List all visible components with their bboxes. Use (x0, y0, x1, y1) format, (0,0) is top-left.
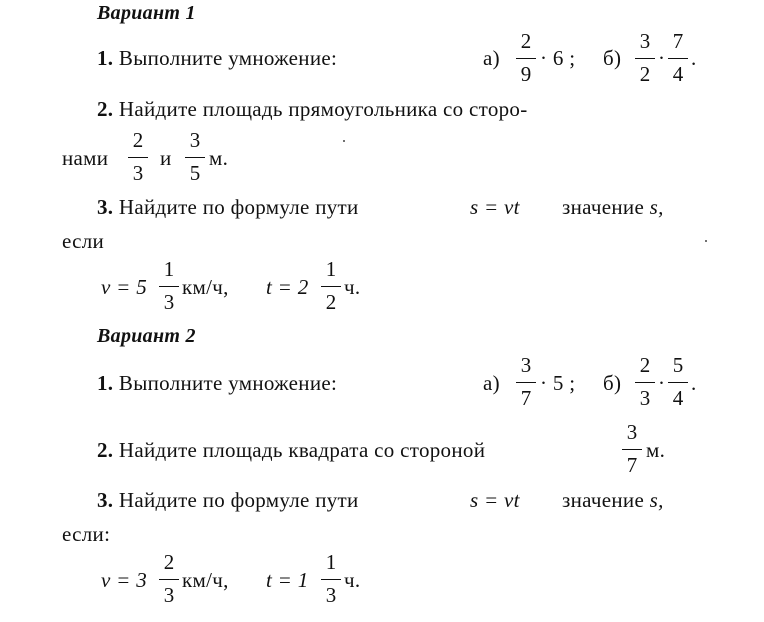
v1-task1-a-fraction (515, 31, 537, 88)
v2-task3-t-unit: ч. (344, 568, 361, 592)
v1-task1-end: . (691, 46, 697, 70)
v2-task3-svar: s, (649, 488, 664, 512)
v2-task3-text: Найдите по формуле пути (118, 488, 359, 512)
v1-task3-v-unit: км/ч, (182, 275, 229, 299)
denominator: 3 (132, 161, 144, 185)
scan-speck (705, 240, 707, 242)
v2-task3-t: t = 1 (266, 568, 309, 592)
v1-task3-svar: s, (649, 195, 664, 219)
v2-task2-unit: м. (646, 438, 666, 462)
v2-task3-word-value: значение (562, 488, 645, 512)
v2-task2-number: 2. (97, 438, 114, 462)
numerator: 2 (132, 128, 144, 152)
numerator: 1 (325, 550, 337, 574)
v1-task3-word-value: значение (562, 195, 645, 219)
numerator: 1 (325, 257, 337, 281)
v2-task3-line2: если: (62, 522, 111, 546)
numerator: 3 (189, 128, 201, 152)
v1-task1 (97, 46, 337, 71)
v2-task1 (97, 371, 337, 396)
v1-task3-line2: если (62, 229, 105, 253)
scan-speck (343, 140, 345, 142)
v1-task2-fraction1 (127, 130, 149, 187)
numerator: 2 (163, 550, 175, 574)
numerator: 2 (520, 29, 532, 53)
denominator: 3 (639, 386, 651, 410)
v2-task2-fraction (621, 422, 643, 479)
v2-task3-line1 (97, 488, 359, 513)
v1-task2-fraction2 (184, 130, 206, 187)
v2-task3-line1b (562, 488, 664, 513)
v2-task3-number: 3. (97, 488, 114, 512)
v1-task2-line1 (97, 97, 528, 122)
v2-task2-text: Найдите площадь квадрата со стороной (118, 438, 486, 462)
v2-task1-a-fraction (515, 355, 537, 412)
v1-task2-and: и (160, 146, 172, 170)
v2-task1-b-label: б) (603, 371, 622, 395)
v1-task1-b-fraction2 (667, 31, 689, 88)
denominator: 4 (672, 386, 684, 410)
variant1-title: Вариант 1 (97, 2, 196, 24)
v1-task1-a-rest: · 6 ; (540, 46, 576, 70)
numerator: 1 (163, 257, 175, 281)
denominator: 5 (189, 161, 201, 185)
v1-task3-v-fraction (158, 259, 180, 316)
v2-task1-b-fraction1 (634, 355, 656, 412)
v1-task3-formula: s = vt (470, 195, 520, 219)
v1-task1-number: 1. (97, 46, 114, 70)
v1-task3-line1 (97, 195, 359, 220)
denominator: 2 (639, 62, 651, 86)
v1-task3-t-fraction (320, 259, 342, 316)
numerator: 3 (520, 353, 532, 377)
denominator: 7 (520, 386, 532, 410)
v2-task3-v-unit: км/ч, (182, 568, 229, 592)
v2-task1-end: . (691, 371, 697, 395)
v1-task1-a-label: а) (483, 46, 500, 70)
v1-task2-text: Найдите площадь прямоугольника со сторо- (118, 97, 528, 121)
v1-task3-text: Найдите по формуле пути (118, 195, 359, 219)
v1-task3-number: 3. (97, 195, 114, 219)
numerator: 3 (626, 420, 638, 444)
v1-task1-b-fraction1 (634, 31, 656, 88)
v1-task3-t: t = 2 (266, 275, 309, 299)
variant2-title: Вариант 2 (97, 325, 196, 347)
v2-task3-t-fraction (320, 552, 342, 609)
v1-task3-t-unit: ч. (344, 275, 361, 299)
v2-task1-number: 1. (97, 371, 114, 395)
v1-task1-text: Выполните умножение: (118, 46, 338, 70)
denominator: 3 (163, 290, 175, 314)
v1-task3-v: v = 5 (101, 275, 147, 299)
numerator: 3 (639, 29, 651, 53)
v2-task1-text: Выполните умножение: (118, 371, 338, 395)
v1-task2-number: 2. (97, 97, 114, 121)
v1-task2-line2a: нами (62, 146, 109, 170)
denominator: 3 (325, 583, 337, 607)
v1-task2-unit: м. (209, 146, 229, 170)
v2-task1-a-rest: · 5 ; (540, 371, 576, 395)
denominator: 3 (163, 583, 175, 607)
v2-task1-b-dot: · (658, 371, 666, 395)
numerator: 5 (672, 353, 684, 377)
v1-task3-line1b (562, 195, 664, 220)
numerator: 2 (639, 353, 651, 377)
v1-task1-b-dot: · (658, 46, 666, 70)
denominator: 7 (626, 453, 638, 477)
v2-task3-v: v = 3 (101, 568, 147, 592)
v2-task3-formula: s = vt (470, 488, 520, 512)
v2-task1-a-label: а) (483, 371, 500, 395)
numerator: 7 (672, 29, 684, 53)
v2-task2 (97, 438, 485, 463)
v2-task3-v-fraction (158, 552, 180, 609)
denominator: 2 (325, 290, 337, 314)
v2-task1-b-fraction2 (667, 355, 689, 412)
v1-task1-b-label: б) (603, 46, 622, 70)
denominator: 9 (520, 62, 532, 86)
denominator: 4 (672, 62, 684, 86)
